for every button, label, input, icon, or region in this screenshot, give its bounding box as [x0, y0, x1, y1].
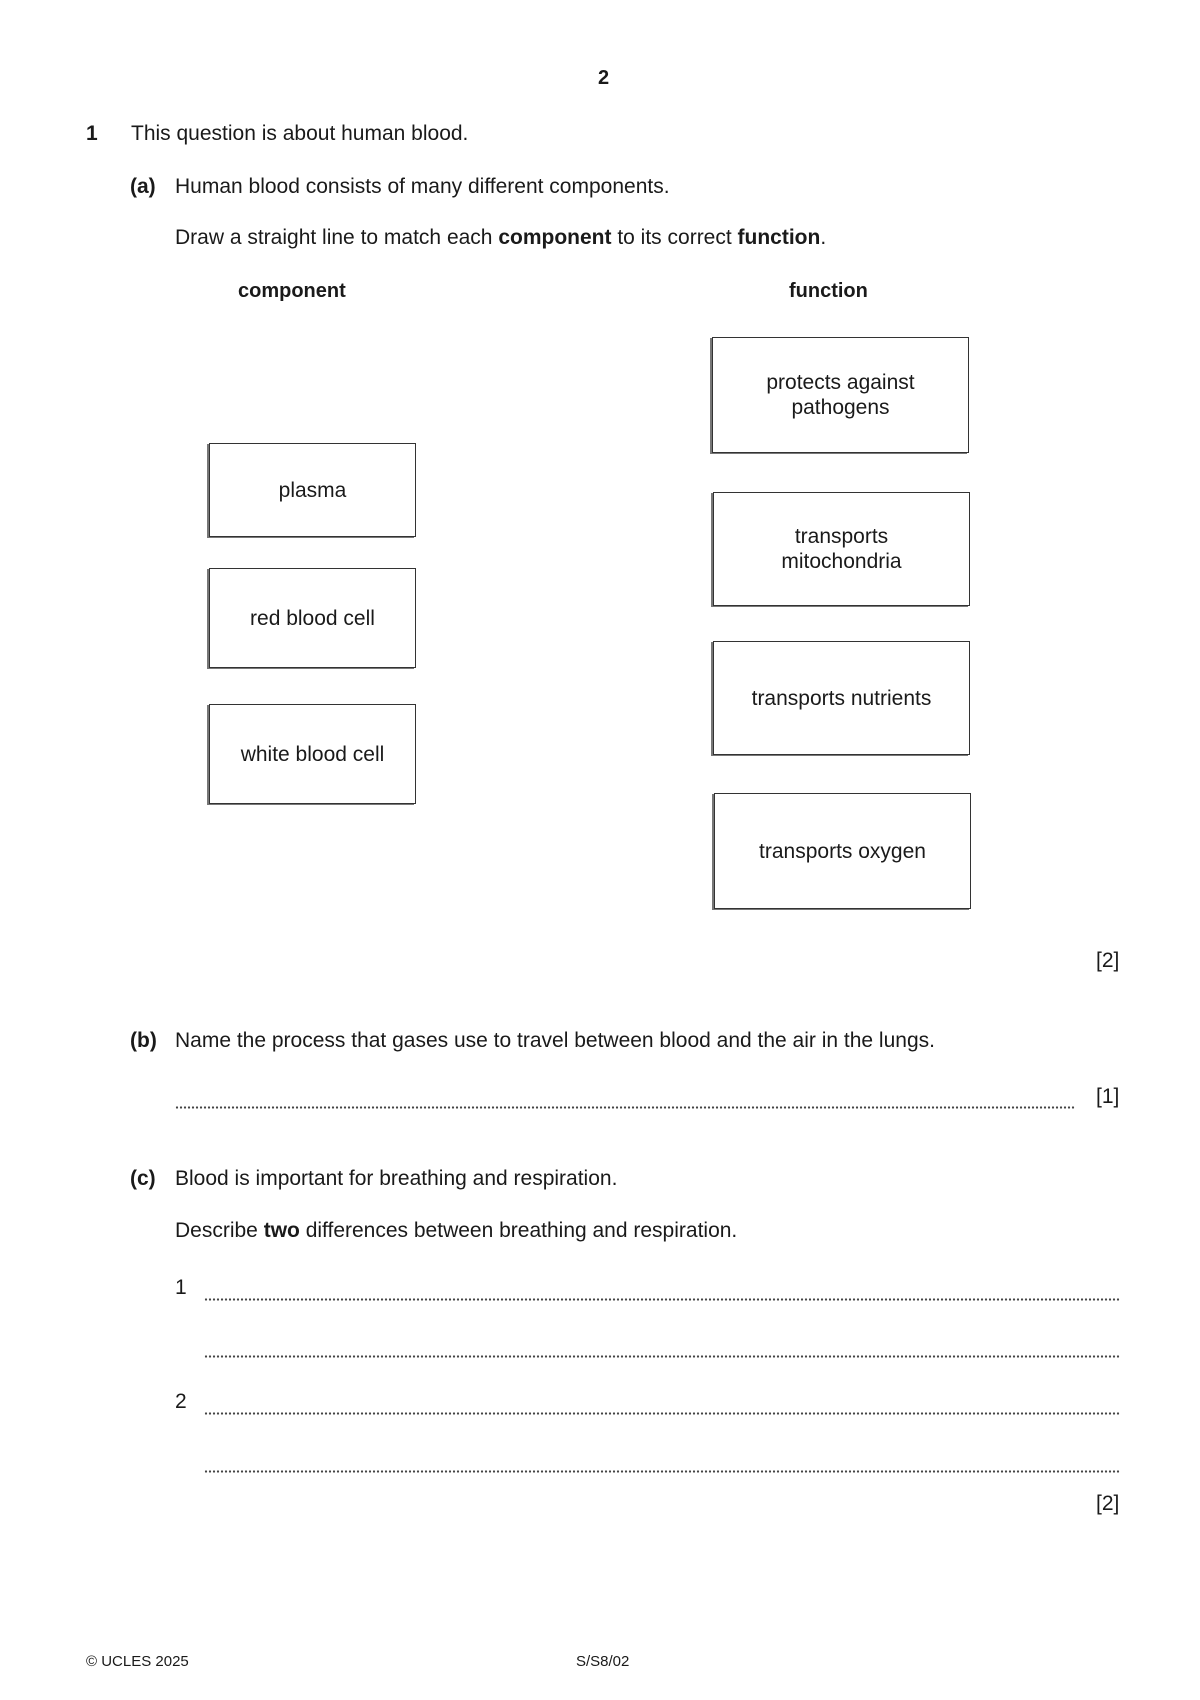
page-number: 2 [598, 67, 610, 89]
component-label: white blood cell [240, 742, 385, 766]
part-a-label: (a) [130, 175, 156, 198]
part-a-intro: Human blood consists of many different components. [175, 175, 670, 198]
function-label: transports mitochondria [781, 525, 902, 573]
component-label: red blood cell [250, 606, 375, 630]
part-b-marks: [1] [1096, 1085, 1120, 1108]
function-label: transports oxygen [759, 839, 926, 863]
instruction-text: Draw a straight line to match each [175, 226, 499, 249]
footer-paper-code: S/S8/02 [576, 1653, 630, 1670]
column-header-function: function [789, 280, 868, 302]
part-b-label: (b) [130, 1029, 157, 1052]
component-box-red-blood-cell[interactable] [209, 568, 416, 668]
answer-number-1: 1 [175, 1276, 187, 1299]
instruction-bold-component: component [498, 226, 612, 249]
part-c-marks: [2] [1096, 1492, 1120, 1515]
part-c-answer-line-2a[interactable] [204, 1412, 1120, 1415]
instruction-bold-function: function [737, 226, 821, 249]
function-box-nutrients[interactable] [713, 641, 970, 755]
function-box-oxygen[interactable] [714, 793, 971, 909]
part-c-answer-line-2b[interactable] [204, 1470, 1120, 1473]
part-a-instruction [175, 227, 826, 248]
question-number: 1 [86, 122, 98, 145]
footer-copyright: © UCLES 2025 [86, 1653, 189, 1670]
component-box-white-blood-cell[interactable] [209, 704, 416, 804]
instruction-bold-two: two [263, 1219, 300, 1242]
part-c-text: Blood is important for breathing and respiration. [175, 1167, 618, 1190]
part-b-answer-line[interactable] [175, 1106, 1075, 1109]
part-c-answer-line-1a[interactable] [204, 1298, 1120, 1301]
function-box-mitochondria[interactable] [713, 492, 970, 606]
question-stem: This question is about human blood. [131, 122, 469, 145]
component-box-plasma[interactable] [209, 443, 416, 537]
part-c-instruction [175, 1220, 737, 1241]
part-c-answer-line-1b[interactable] [204, 1355, 1120, 1358]
answer-number-2: 2 [175, 1390, 187, 1413]
column-header-component: component [238, 280, 346, 302]
instruction-text: differences between breathing and respiration. [299, 1219, 738, 1242]
function-label: protects against pathogens [766, 371, 915, 419]
function-label: transports nutrients [751, 686, 932, 710]
instruction-text: to its correct [611, 226, 738, 249]
instruction-text: Describe [175, 1219, 264, 1242]
component-label: plasma [278, 478, 347, 502]
part-a-marks: [2] [1096, 949, 1120, 972]
part-b-text: Name the process that gases use to travel between blood and the air in the lungs. [175, 1029, 935, 1052]
part-c-label: (c) [130, 1167, 156, 1190]
function-box-protects[interactable] [712, 337, 969, 453]
instruction-text: . [820, 226, 827, 249]
